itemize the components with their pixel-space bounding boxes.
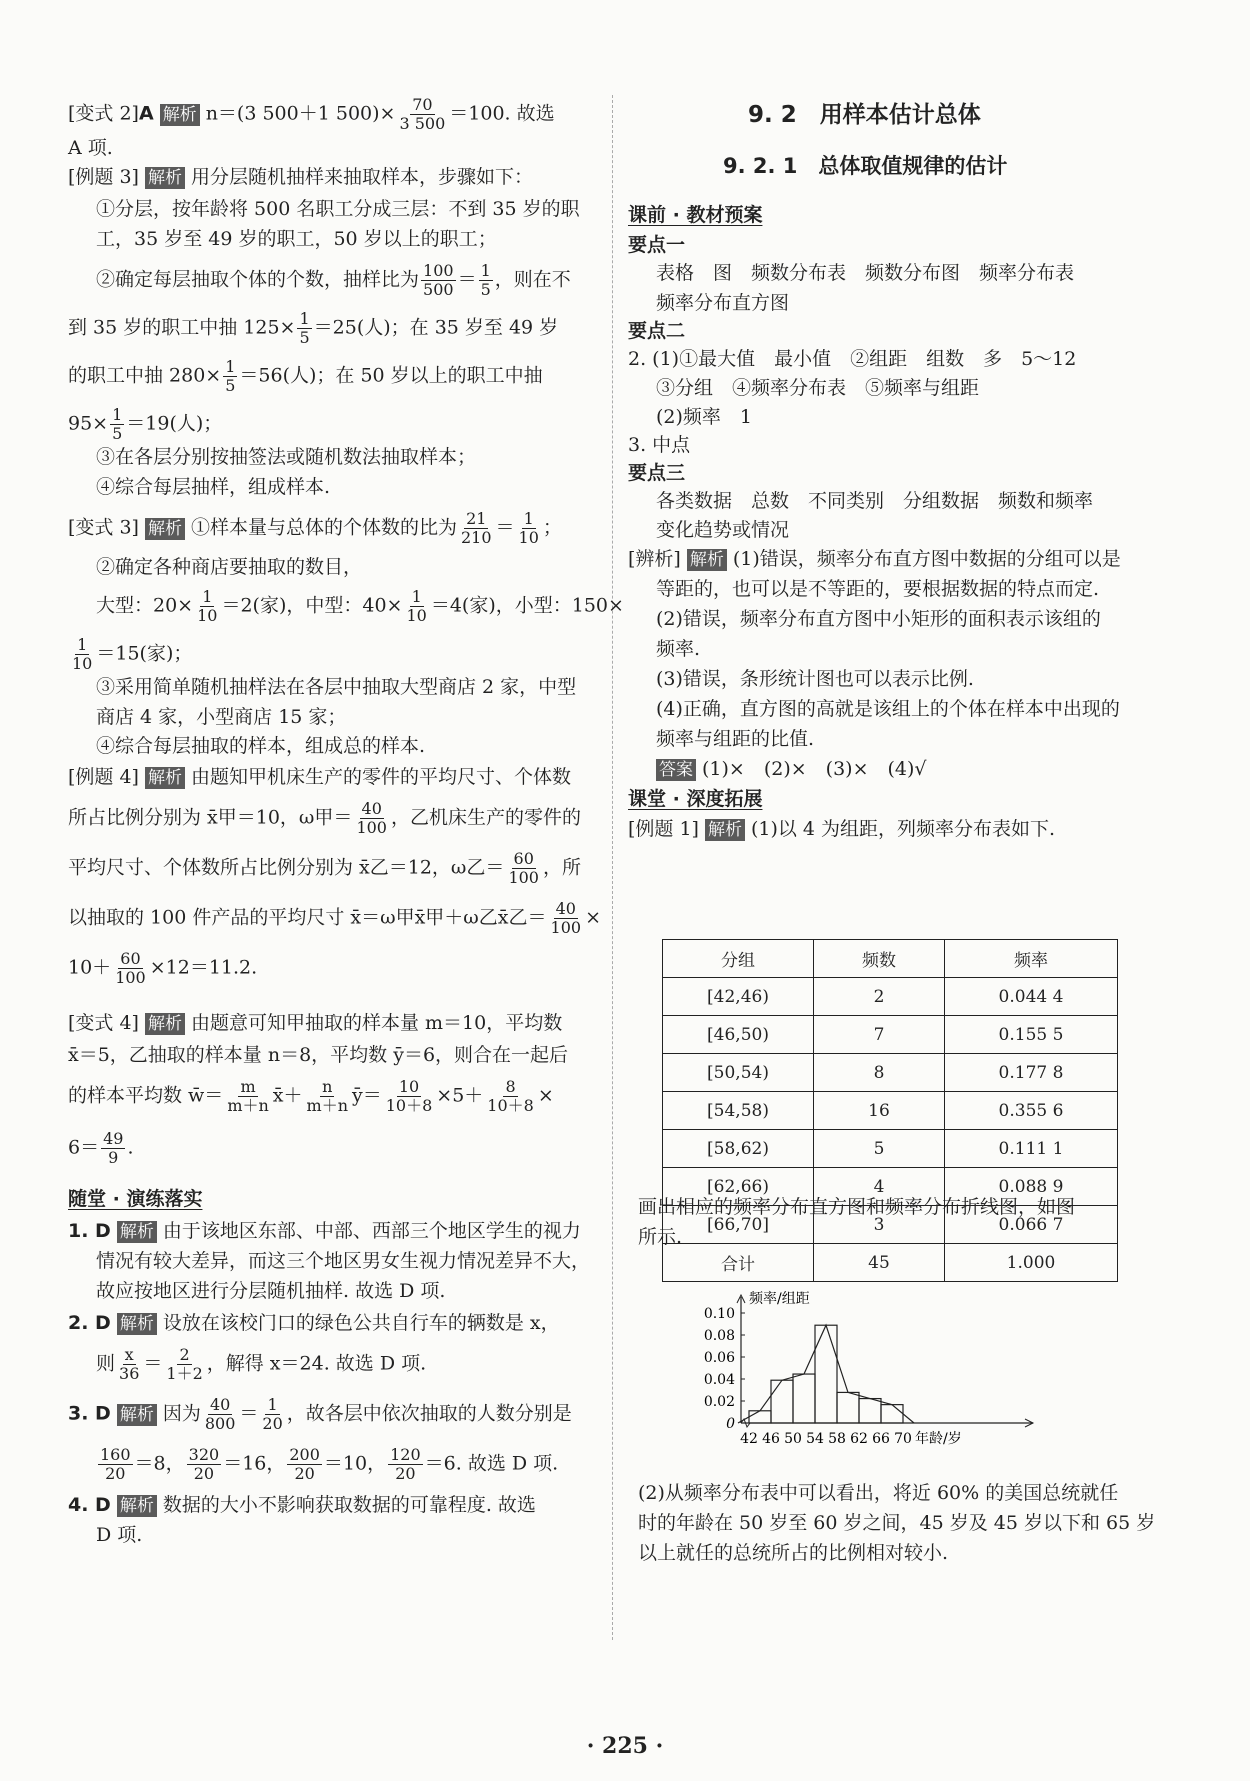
example4-line: [例题 4] 解析 由题知甲机床生产的零件的平均尺寸、个体数 (68, 766, 571, 788)
discern-f: (4)正确，直方图的高就是该组上的个体在样本中出现的 (656, 698, 1120, 720)
keypoint3-title: 要点三 (628, 462, 686, 484)
chart-intro-b: 所示. (638, 1226, 683, 1248)
v3-b: ②确定各种商店要抽取的数目， (96, 556, 363, 578)
discern-line: [辨析] 解析 (1)错误，频率分布直方图中数据的分组可以是 (628, 548, 1121, 570)
y-axis-label: 频率/组距 (749, 1291, 810, 1307)
table-cell: 0.111 1 (945, 1130, 1118, 1168)
part2-b: 时的年龄在 50 岁至 60 岁之间，45 岁及 45 岁以下和 65 岁 (638, 1512, 1156, 1534)
analysis-tag: 解析 (117, 1404, 157, 1426)
table-cell: [66,70] (663, 1206, 814, 1244)
table-cell: [42,46) (663, 978, 814, 1016)
table-row (663, 1054, 1118, 1092)
table-row (663, 1244, 1118, 1282)
table-cell: [58,62) (663, 1130, 814, 1168)
chart-intro-a: 画出相应的频率分布直方图和频率分布折线图，如图 (638, 1196, 1076, 1218)
table-cell: 4 (814, 1168, 945, 1206)
discern-b: 等距的，也可以是不等距的，要根据数据的特点而定. (656, 578, 1100, 600)
subsection-heading: 9. 2. 1 总体取值规律的估计 (723, 154, 1008, 178)
ex3-step2b: 到 35 岁的职工中抽 125× $\frac{1}{5}$ ＝25(人)；在 35 岁至 49 岁 (68, 309, 559, 347)
x-tick-label: 58 (828, 1431, 846, 1447)
ex3-step2a: ②确定每层抽取个体的个数，抽样比为 $\frac{100}{500}$ ＝ $\frac{1}{5}$ ，则在不 (96, 261, 571, 299)
v3-e1: ③采用简单随机抽样法在各层中抽取大型商店 2 家，中型 (96, 676, 577, 698)
v3-e2: 商店 4 家，小型商店 15 家； (96, 706, 347, 728)
ex4-b: 所占比例分别为 x̄甲＝10，ω甲＝ $\frac{40}{100}$ ，乙机床生产的零件的 (68, 799, 581, 837)
q3-line: 3. D 解析 因为 $\frac{40}{800}$ ＝ $\frac{1}{20}$ ，故各层中依次抽取的人数分别是 (68, 1395, 572, 1433)
y-tick-label: 0.10 (703, 1306, 735, 1322)
histogram-bar (881, 1405, 903, 1423)
table-header-cell: 分组 (663, 940, 814, 978)
analysis-tag: 解析 (117, 1495, 157, 1517)
y-tick-label: 0 (726, 1416, 735, 1432)
q2-line: 2. D 解析 设放在该校门口的绿色公共自行车的辆数是 x， (68, 1312, 560, 1334)
answer-line: 答案 (1)× (2)× (3)× (4)√ (656, 756, 927, 782)
table-cell: [46,50) (663, 1016, 814, 1054)
page-number: · 225 · (586, 1733, 664, 1759)
ex3-step3: ③在各层分别按抽签法或随机数法抽取样本； (96, 446, 477, 468)
v4-b: x̄＝5，乙抽取的样本量 n＝8，平均数 ȳ＝6，则合在一起后 (68, 1044, 569, 1066)
x-tick-label: 62 (850, 1431, 868, 1447)
table-cell: 2 (814, 978, 945, 1016)
answer-tag: 答案 (656, 759, 696, 781)
example3-line: [例题 3] 解析 用分层随机抽样来抽取样本，步骤如下： (68, 166, 533, 188)
y-tick-label: 0.04 (703, 1372, 735, 1388)
x-tick-label: 66 (872, 1431, 890, 1447)
keypoint2-title: 要点二 (628, 320, 686, 342)
table-cell: 45 (814, 1244, 945, 1282)
section-heading: 9. 2 用样本估计总体 (748, 102, 981, 128)
table-cell: 0.155 5 (945, 1016, 1118, 1054)
v3-d: $\frac{1}{10}$ ＝15(家)； (72, 635, 193, 673)
analysis-tag: 解析 (117, 1313, 157, 1335)
ex3-step4: ④综合每层抽样，组成样本. (96, 476, 331, 498)
table-header-row (663, 940, 1118, 978)
ex4-c: 平均尺寸、个体数所占比例分别为 x̄乙＝12，ω乙＝ $\frac{60}{100}$ ，所 (68, 849, 581, 887)
table-row (663, 1130, 1118, 1168)
histogram-bar (749, 1411, 771, 1423)
table-row (663, 1092, 1118, 1130)
frequency-table (662, 939, 1118, 1282)
discern-g: 频率与组距的比值. (656, 728, 815, 750)
table-header-cell: 频率 (945, 940, 1118, 978)
v4-c: 的样本平均数 w̄＝ $\frac{m}{m+n}$ x̄＋ $\frac{n}{m+n}$ ȳ＝ $\frac{10}{10+8}$ ×5＋ $\frac{8}{10+8}$ × (68, 1077, 554, 1115)
keypoint2-b: ③分组 ④频率分布表 ⑤频率与组距 (656, 377, 980, 399)
q4-line: 4. D 解析 数据的大小不影响获取数据的可靠程度. 故选 (68, 1494, 536, 1516)
table-cell: 16 (814, 1092, 945, 1130)
y-tick-label: 0.08 (703, 1328, 735, 1344)
section-title-practice: 随堂 · 演练落实 (68, 1188, 203, 1210)
v4-d: 6＝ $\frac{49}{9}$ . (68, 1129, 134, 1167)
q1-line: 1. D 解析 由于该地区东部、中部、西部三个地区学生的视力 (68, 1220, 581, 1242)
variant4-line: [变式 4] 解析 由题意可知甲抽取的样本量 m＝10，平均数 (68, 1012, 563, 1034)
analysis-tag: 解析 (117, 1221, 157, 1243)
x-tick-label: 46 (762, 1431, 780, 1447)
frequency-histogram (693, 1283, 1053, 1473)
section-title-extension: 课堂 · 深度拓展 (628, 788, 763, 810)
analysis-tag: 解析 (145, 518, 185, 540)
fraction: $\frac{70}{3 500}$ (399, 95, 446, 133)
q1-b: 情况有较大差异，而这三个地区男女生视力情况差异不大， (96, 1250, 591, 1272)
frequency-polygon (738, 1325, 914, 1423)
x-axis-label: 年龄/岁 (915, 1431, 962, 1447)
table-cell: [50,54) (663, 1054, 814, 1092)
keypoint1-a: 表格 图 频数分布表 频数分布图 频率分布表 (656, 262, 1075, 284)
table-cell: 0.355 6 (945, 1092, 1118, 1130)
keypoint3-a: 各类数据 总数 不同类别 分组数据 频数和频率 (656, 490, 1094, 512)
ex4-d: 以抽取的 100 件产品的平均尺寸 x̄＝ω甲x̄甲＋ω乙x̄乙＝ $\frac{40}{100}$ × (68, 899, 601, 937)
section-title-preview: 课前 · 教材预案 (628, 204, 763, 226)
table-cell: 5 (814, 1130, 945, 1168)
example1-line: [例题 1] 解析 (1)以 4 为组距，列频率分布表如下. (628, 818, 1056, 840)
v3-f: ④综合每层抽取的样本，组成总的样本. (96, 735, 426, 757)
analysis-tag: 解析 (687, 549, 727, 571)
analysis-tag: 解析 (705, 819, 745, 841)
variant3-line: [变式 3] 解析 ①样本量与总体的个体数的比为 $\frac{21}{210}$ ＝ $\frac{1}{10}$ ； (68, 509, 562, 547)
keypoint2-a: 2. (1)①最大值 最小值 ②组距 组数 多 5～12 (628, 348, 1077, 370)
part2-c: 以上就任的总统所占的比例相对较小. (638, 1542, 949, 1564)
column-divider (612, 95, 613, 1640)
q4-b: D 项. (96, 1524, 143, 1546)
table-cell: 0.088 9 (945, 1168, 1118, 1206)
histogram-bar (793, 1374, 815, 1423)
table-cell: 8 (814, 1054, 945, 1092)
ex3-step2d: 95× $\frac{1}{5}$ ＝19(人)； (68, 405, 223, 443)
table-cell: 3 (814, 1206, 945, 1244)
table-cell: 0.066 7 (945, 1206, 1118, 1244)
ex3-step2c: 的职工中抽 280× $\frac{1}{5}$ ＝56(人)；在 50 岁以上的职工中抽 (68, 357, 543, 395)
keypoint1-title: 要点一 (628, 234, 686, 256)
q1-c: 故应按地区进行分层随机抽样. 故选 D 项. (96, 1280, 446, 1302)
keypoint1-b: 频率分布直方图 (656, 292, 790, 314)
histogram-bar (771, 1380, 793, 1423)
ex3-step1a: ①分层，按年龄将 500 名职工分成三层：不到 35 岁的职 (96, 198, 580, 220)
histogram-bar (815, 1325, 837, 1423)
keypoint3-b: 变化趋势或情况 (656, 519, 790, 541)
part2-a: (2)从频率分布表中可以看出，将近 60% 的美国总统就任 (638, 1482, 1119, 1504)
discern-e: (3)错误，条形统计图也可以表示比例. (656, 668, 974, 690)
table-row (663, 978, 1118, 1016)
y-tick-label: 0.06 (703, 1350, 735, 1366)
v3-c: 大型：20× $\frac{1}{10}$ ＝2(家)，中型：40× $\frac{1}{10}$ ＝4(家)，小型：150× (96, 587, 624, 625)
q2-b: 则 $\frac{x}{36}$ ＝ $\frac{2}{1+2}$ ，解得 x＝24. 故选 D 项. (96, 1345, 427, 1383)
discern-d: 频率. (656, 638, 701, 660)
table-cell: 7 (814, 1016, 945, 1054)
table-cell: 合计 (663, 1244, 814, 1282)
histogram-bar (859, 1399, 881, 1423)
x-tick-label: 54 (806, 1431, 824, 1447)
ex4-e: 10＋ $\frac{60}{100}$ ×12＝11.2. (68, 949, 258, 987)
table-cell: [54,58) (663, 1092, 814, 1130)
keypoint2-d: 3. 中点 (628, 434, 691, 456)
table-cell: 0.044 4 (945, 978, 1118, 1016)
analysis-tag: 解析 (145, 1013, 185, 1035)
table-cell: [62,66) (663, 1168, 814, 1206)
histogram-bar (837, 1392, 859, 1423)
analysis-tag: 解析 (160, 104, 200, 126)
x-tick-label: 50 (784, 1431, 802, 1447)
ex3-step1b: 工，35 岁至 49 岁的职工，50 岁以上的职工； (96, 228, 497, 250)
x-tick-label: 42 (740, 1431, 758, 1447)
x-tick-label: 70 (894, 1431, 912, 1447)
table-cell: 1.000 (945, 1244, 1118, 1282)
table-header-cell: 频数 (814, 940, 945, 978)
q3-b: $\frac{160}{20}$ ＝8， $\frac{320}{20}$ ＝16， $\frac{200}{20}$ ＝10， $\frac{120}{20}$ ＝6. 故选 D 项. (100, 1445, 559, 1483)
analysis-tag: 解析 (145, 767, 185, 789)
variant2-cont: A 项. (68, 137, 113, 159)
table-cell: 0.177 8 (945, 1054, 1118, 1092)
table-row (663, 1016, 1118, 1054)
y-tick-label: 0.02 (703, 1394, 735, 1410)
discern-c: (2)错误，频率分布直方图中小矩形的面积表示该组的 (656, 608, 1101, 630)
keypoint2-c: (2)频率 1 (656, 406, 753, 428)
variant2-line: [变式 2]A 解析 n＝(3 500＋1 500)× $\frac{70}{3 500}$ ＝100. 故选 (68, 95, 555, 133)
analysis-tag: 解析 (145, 167, 185, 189)
